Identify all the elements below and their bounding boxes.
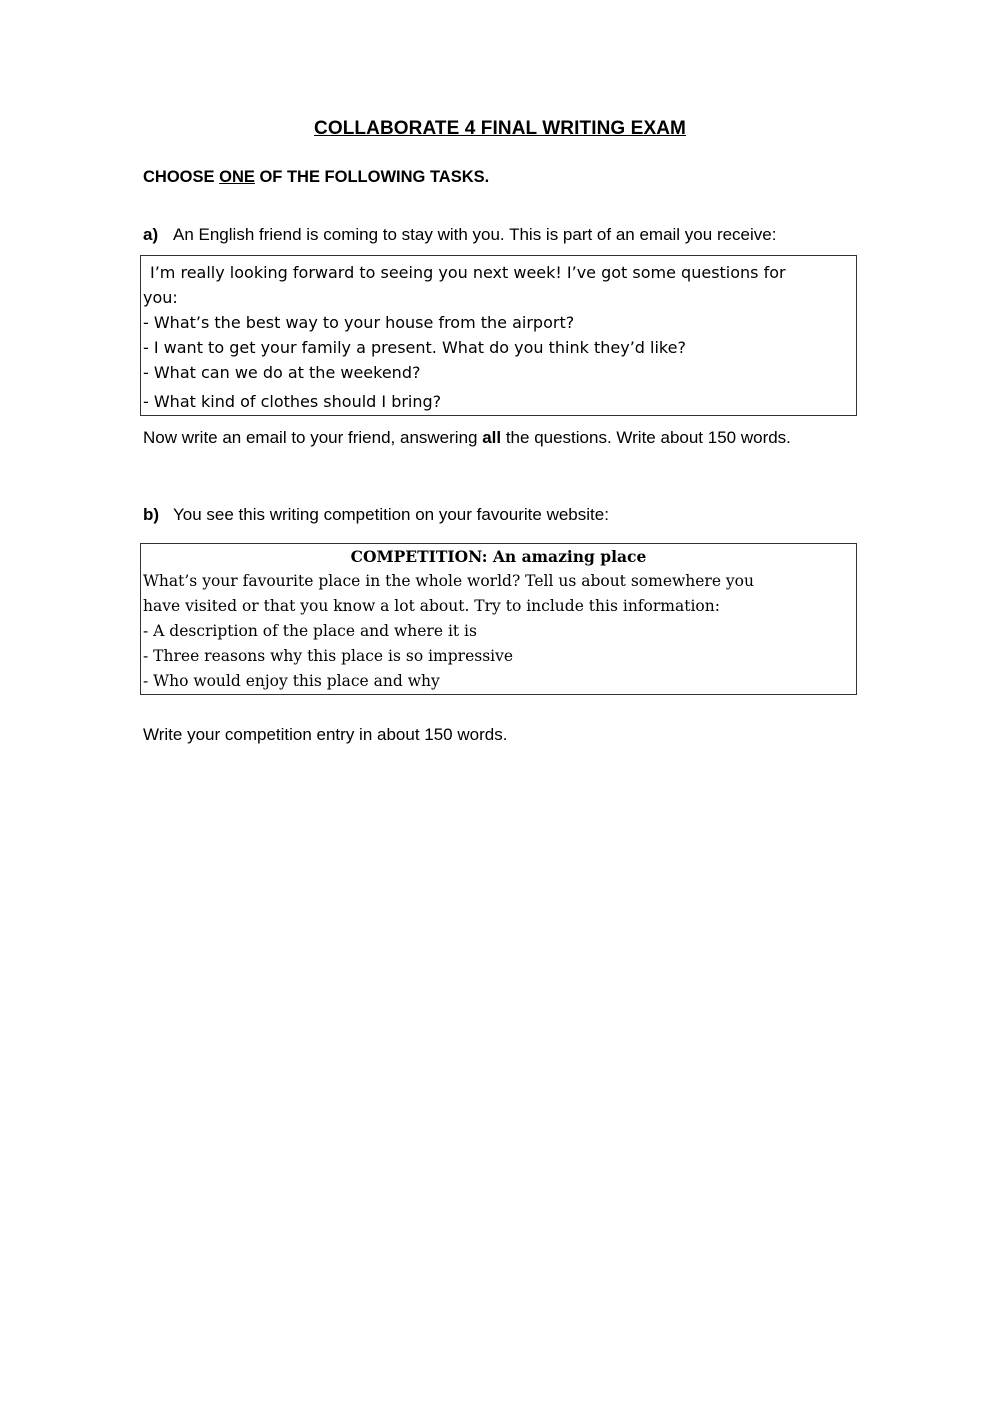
task-a-note-end: the questions. Write about 150 words. bbox=[501, 428, 791, 447]
task-a-note-start: Now write an email to your friend, answering bbox=[143, 428, 483, 447]
email-line: - What kind of clothes should I bring? bbox=[143, 392, 442, 411]
task-a-intro bbox=[143, 225, 776, 245]
task-a-note-bold: all bbox=[482, 428, 502, 447]
task-instruction bbox=[143, 168, 489, 187]
email-line: - What’s the best way to your house from the airport? bbox=[143, 313, 575, 332]
task-b-intro bbox=[143, 505, 609, 525]
task-b-letter: b) bbox=[143, 505, 160, 524]
email-line: - I want to get your family a present. What do you think they’d like? bbox=[143, 338, 686, 357]
email-line: - What can we do at the weekend? bbox=[143, 363, 421, 382]
competition-line: What’s your favourite place in the whole world? Tell us about somewhere you bbox=[143, 572, 754, 590]
email-line: you: bbox=[143, 288, 178, 307]
page-title: COLLABORATE 4 FINAL WRITING EXAM bbox=[314, 118, 686, 139]
task-a-intro-text: An English friend is coming to stay with you. This is part of an email you receive: bbox=[173, 225, 777, 244]
instruction-prefix: CHOOSE bbox=[143, 168, 220, 186]
email-excerpt-box bbox=[140, 255, 857, 416]
competition-line: - Three reasons why this place is so impressive bbox=[143, 647, 514, 665]
instruction-emphasis: ONE bbox=[219, 168, 255, 186]
email-line: I’m really looking forward to seeing you next week! I’ve got some questions for bbox=[150, 263, 786, 282]
task-a-note bbox=[143, 428, 791, 448]
instruction-suffix: OF THE FOLLOWING TASKS. bbox=[254, 168, 490, 186]
competition-box bbox=[140, 543, 857, 695]
competition-title: COMPETITION: An amazing place bbox=[350, 547, 647, 566]
competition-line: - A description of the place and where it is bbox=[143, 622, 477, 640]
task-b-intro-text: You see this writing competition on your favourite website: bbox=[173, 505, 609, 524]
task-a-letter: a) bbox=[143, 225, 159, 244]
task-b-note: Write your competition entry in about 150 words. bbox=[143, 725, 508, 744]
competition-line: have visited or that you know a lot about. Try to include this information: bbox=[143, 597, 720, 615]
competition-line: - Who would enjoy this place and why bbox=[143, 672, 440, 690]
